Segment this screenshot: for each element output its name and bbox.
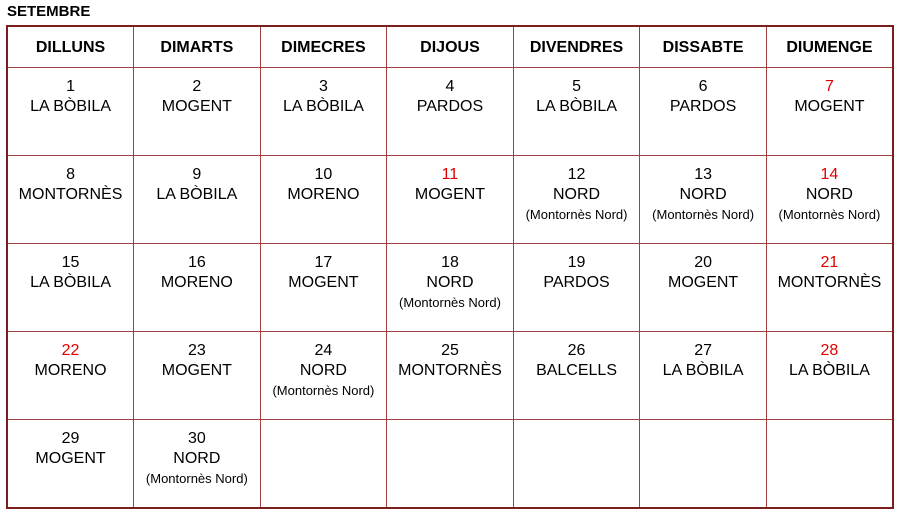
day-cell [134, 420, 261, 509]
day-location: NORD [426, 274, 474, 291]
day-cell [513, 68, 640, 156]
day-number: 11 [441, 166, 459, 183]
day-number: 19 [567, 254, 586, 271]
day-location: LA BÒBILA [662, 362, 744, 379]
day-location-detail: (Montornès Nord) [399, 295, 501, 310]
week-row [7, 332, 893, 420]
day-location: LA BÒBILA [536, 98, 617, 115]
day-cell [513, 156, 640, 244]
day-number: 4 [445, 78, 455, 95]
week-row [7, 420, 893, 509]
header-dimarts: DIMARTS [134, 26, 261, 68]
day-number: 15 [61, 254, 80, 271]
day-location: MOGENT [35, 450, 106, 467]
day-cell [7, 244, 134, 332]
day-cell [766, 156, 893, 244]
day-cell [7, 156, 134, 244]
day-cell [260, 156, 387, 244]
day-cell [134, 244, 261, 332]
day-cell [7, 68, 134, 156]
day-cell [387, 156, 514, 244]
day-number: 2 [192, 78, 202, 95]
day-location: MORENO [34, 362, 107, 379]
day-location-detail: (Montornès Nord) [145, 471, 248, 486]
day-number: 30 [187, 430, 206, 447]
day-location: LA BÒBILA [30, 274, 111, 291]
day-number: 7 [824, 78, 834, 95]
day-cell [766, 68, 893, 156]
day-location: MOGENT [414, 186, 486, 203]
day-number: 29 [61, 430, 80, 447]
day-cell [134, 332, 261, 420]
day-cell [513, 420, 640, 509]
day-number: 12 [567, 166, 586, 183]
day-location: MOGENT [794, 98, 865, 115]
day-cell [260, 68, 387, 156]
day-number: 26 [567, 342, 586, 359]
day-location: MORENO [160, 274, 233, 291]
day-location: MONTORNÈS [777, 274, 882, 291]
day-number: 5 [572, 78, 581, 95]
day-cell [387, 68, 514, 156]
day-location-detail: (Montornès Nord) [525, 207, 628, 222]
day-cell [640, 332, 767, 420]
day-number: 6 [698, 78, 708, 95]
day-cell [766, 332, 893, 420]
day-location-detail: (Montornès Nord) [778, 207, 881, 222]
day-location: LA BÒBILA [30, 98, 111, 115]
week-row [7, 156, 893, 244]
calendar-body [7, 68, 893, 509]
day-cell [7, 420, 134, 509]
day-number: 16 [187, 254, 206, 271]
day-cell [134, 68, 261, 156]
day-cell [640, 420, 767, 509]
day-number: 24 [314, 342, 333, 359]
day-number: 20 [694, 254, 712, 271]
day-location: NORD [805, 186, 853, 203]
day-location: MONTORNÈS [398, 362, 502, 379]
day-location: NORD [173, 450, 221, 467]
day-cell [513, 244, 640, 332]
week-row [7, 244, 893, 332]
day-number: 8 [66, 166, 75, 183]
day-location: PARDOS [416, 98, 484, 115]
day-cell [513, 332, 640, 420]
day-number: 14 [820, 166, 839, 183]
day-cell [7, 332, 134, 420]
day-cell [134, 156, 261, 244]
day-location: PARDOS [543, 274, 610, 291]
day-location: MONTORNÈS [18, 186, 123, 203]
day-number: 25 [441, 342, 459, 359]
day-cell [260, 244, 387, 332]
day-number: 10 [314, 166, 333, 183]
day-number: 21 [820, 254, 839, 271]
day-number: 27 [694, 342, 712, 359]
day-cell [260, 332, 387, 420]
day-cell [766, 420, 893, 509]
day-number: 9 [192, 166, 202, 183]
day-cell [640, 156, 767, 244]
day-cell [640, 68, 767, 156]
day-location: LA BÒBILA [282, 98, 364, 115]
day-cell [387, 244, 514, 332]
day-location: NORD [299, 362, 347, 379]
header-divendres: DIVENDRES [513, 26, 640, 68]
day-location: MOGENT [161, 98, 232, 115]
day-cell [260, 420, 387, 509]
day-location-detail: (Montornès Nord) [652, 207, 755, 222]
day-number: 23 [187, 342, 206, 359]
day-location: NORD [552, 186, 601, 203]
day-location: PARDOS [669, 98, 737, 115]
week-row [7, 68, 893, 156]
day-number: 18 [441, 254, 459, 271]
header-dissabte: DISSABTE [640, 26, 767, 68]
header-dimecres: DIMECRES [260, 26, 387, 68]
calendar-table [6, 25, 894, 509]
header-dijous: DIJOUS [387, 26, 514, 68]
day-location: MOGENT [667, 274, 739, 291]
day-location: BALCELLS [536, 362, 617, 379]
day-cell [387, 332, 514, 420]
day-cell [640, 244, 767, 332]
header-row [7, 26, 893, 68]
day-number: 22 [61, 342, 80, 359]
day-location: LA BÒBILA [156, 186, 238, 203]
day-number: 13 [694, 166, 712, 183]
day-location: MOGENT [161, 362, 232, 379]
day-number: 1 [66, 78, 75, 95]
page-title: SETEMBRE [7, 3, 91, 20]
day-number: 3 [318, 78, 328, 95]
header-dilluns: DILLUNS [7, 26, 134, 68]
day-number: 17 [314, 254, 333, 271]
day-location: LA BÒBILA [788, 362, 870, 379]
day-location: NORD [679, 186, 727, 203]
day-location-detail: (Montornès Nord) [272, 383, 375, 398]
header-diumenge: DIUMENGE [766, 26, 893, 68]
day-location: MORENO [287, 186, 360, 203]
day-location: MOGENT [288, 274, 359, 291]
day-number: 28 [820, 342, 839, 359]
day-cell [387, 420, 514, 509]
day-cell [766, 244, 893, 332]
